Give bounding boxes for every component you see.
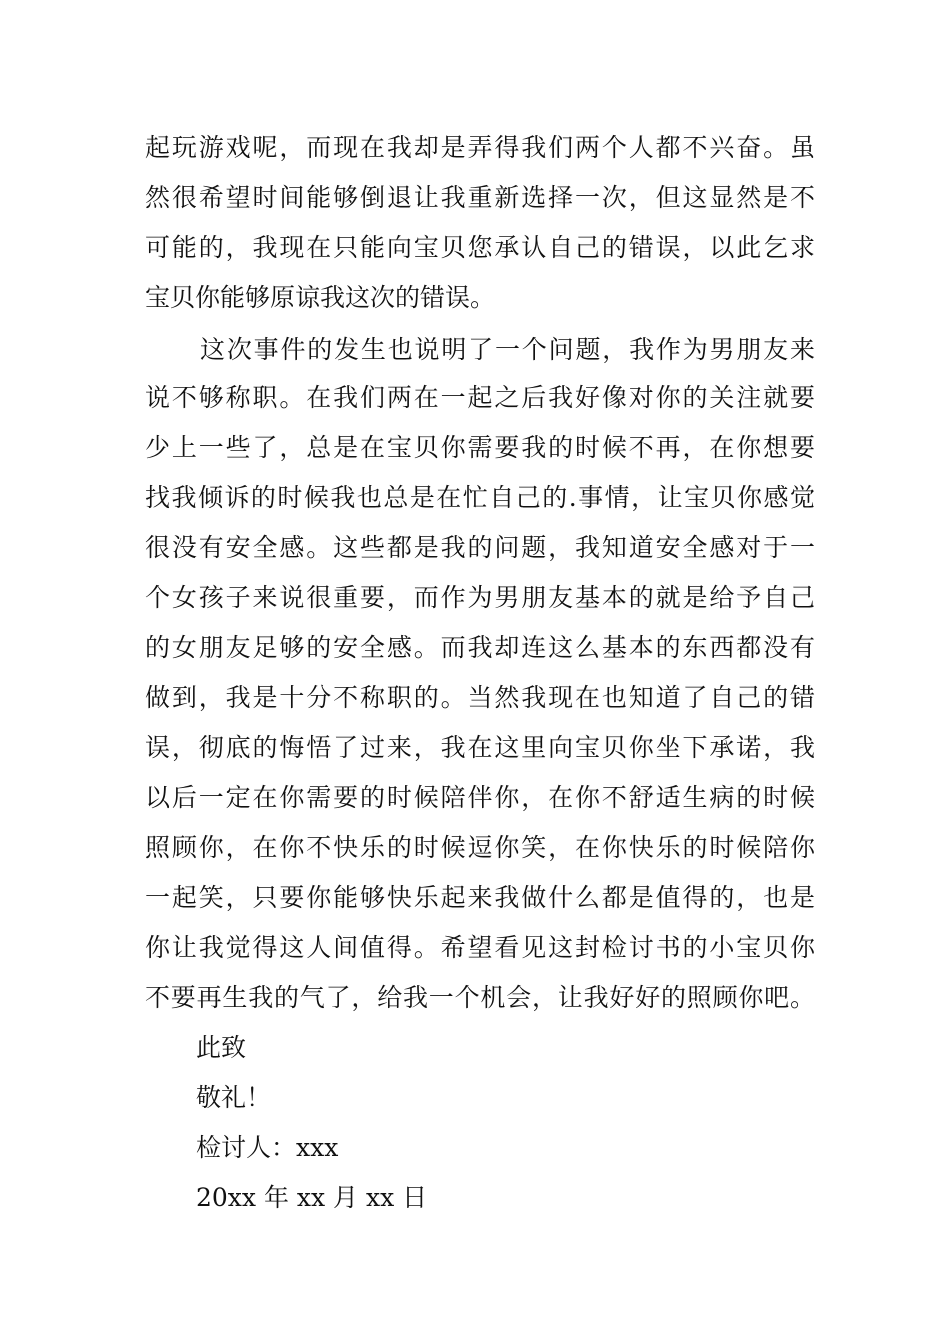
- paragraph-line: 这次事件的发生也说明了一个问题，我作为男朋友来: [200, 335, 815, 364]
- paragraph-line: 不要再生我的气了，给我一个机会，让我好好的照顾你吧。: [145, 983, 815, 1012]
- paragraph-line: 说不够称职。在我们两在一起之后我好像对你的关注就要: [145, 383, 815, 412]
- paragraph-line: 宝贝你能够原谅我这次的错误。: [145, 283, 496, 312]
- paragraph-line: 起玩游戏呢，而现在我却是弄得我们两个人都不兴奋。虽: [145, 133, 815, 162]
- paragraph-line: 然很希望时间能够倒退让我重新选择一次，但这显然是不: [145, 183, 815, 212]
- closing-date: 20xx 年 xx 月 xx 日: [196, 1183, 428, 1212]
- closing-author: 检讨人：xxx: [196, 1133, 339, 1162]
- paragraph-line: 照顾你，在你不快乐的时候逗你笑，在你快乐的时候陪你: [145, 833, 815, 862]
- closing-salutation: 此致: [196, 1033, 247, 1062]
- paragraph-line: 可能的，我现在只能向宝贝您承认自己的错误，以此乞求: [145, 233, 815, 262]
- paragraph-line: 一起笑，只要你能够快乐起来我做什么都是值得的，也是: [145, 883, 815, 912]
- paragraph-line: 以后一定在你需要的时候陪伴你，在你不舒适生病的时候: [145, 783, 815, 812]
- paragraph-line: 少上一些了，总是在宝贝你需要我的时候不再，在你想要: [145, 433, 815, 462]
- paragraph-line: 个女孩子来说很重要，而作为男朋友基本的就是给予自己: [145, 583, 815, 612]
- paragraph-line: 很没有安全感。这些都是我的问题，我知道安全感对于一: [145, 533, 815, 562]
- paragraph-line: 的女朋友足够的安全感。而我却连这么基本的东西都没有: [145, 633, 815, 662]
- paragraph-line: 做到，我是十分不称职的。当然我现在也知道了自己的错: [145, 683, 815, 712]
- paragraph-line: 你让我觉得这人间值得。希望看见这封检讨书的小宝贝你: [145, 933, 815, 962]
- paragraph-line: 误，彻底的悔悟了过来，我在这里向宝贝你坐下承诺，我: [145, 733, 815, 762]
- paragraph-line: 找我倾诉的时候我也总是在忙自己的.事情，让宝贝你感觉: [145, 483, 815, 512]
- closing-respect: 敬礼！: [196, 1083, 272, 1112]
